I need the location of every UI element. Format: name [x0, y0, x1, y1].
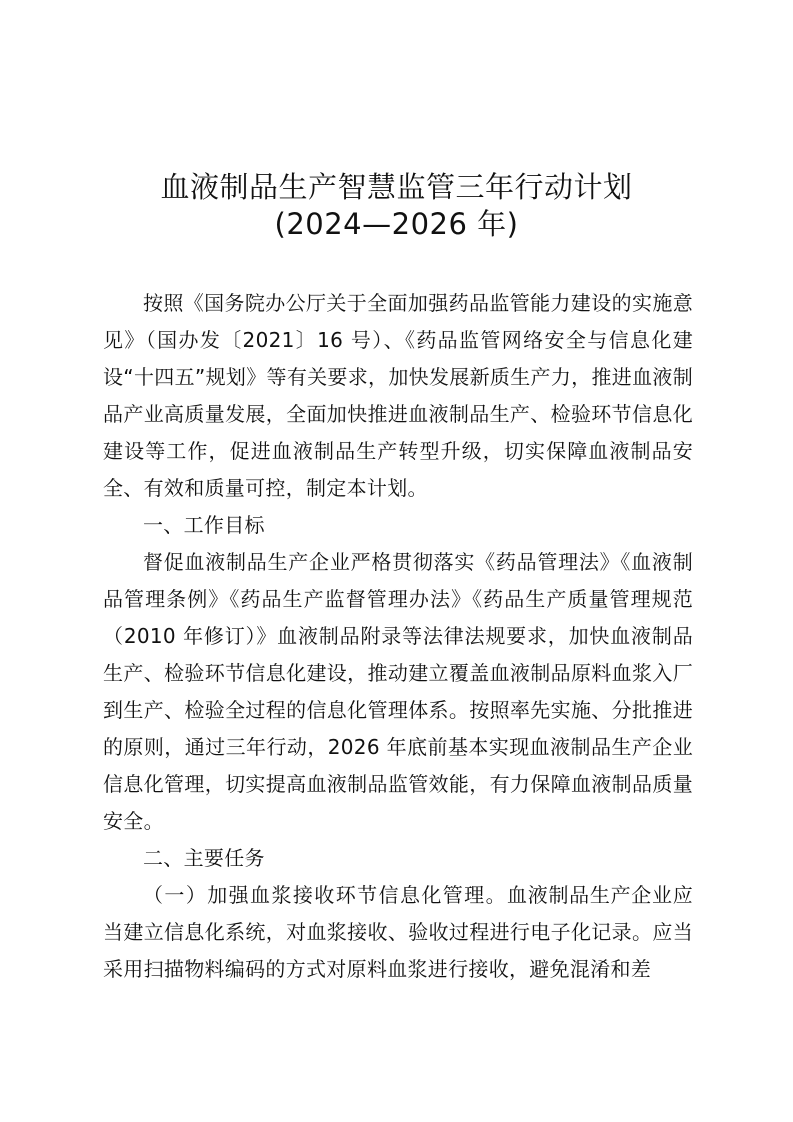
intro-paragraph: 按照《国务院办公厅关于全面加强药品监管能力建设的实施意见》（国办发〔2021〕16 号）、《药品监管网络安全与信息化建设“十四五”规划》等有关要求，加快发展新质生产力，推进血液制品产业高质量发展，全面加快推进血液制品生产、检验环节信息化建设等工作，促进血液制品生产转型升级，切实保障血液制品安全、有效和质量可控，制定本计划。	[103, 291, 693, 500]
section-heading-tasks: 二、主要任务	[143, 846, 265, 870]
document-title-years: (2024—2026 年)	[274, 207, 519, 241]
document-title: 血液制品生产智慧监管三年行动计划	[160, 170, 633, 204]
document-body	[103, 285, 693, 988]
section-heading-goals: 一、工作目标	[143, 513, 265, 537]
task-1-text: 血液制品生产企业应当建立信息化系统，对血浆接收、验收过程进行电子化记录。应当采用扫描物料编码的方式对原料血浆进行接收，避免混淆和差	[103, 883, 694, 981]
task-1-heading: （一）加强血浆接收环节信息化管理。	[143, 883, 508, 907]
goals-paragraph: 督促血液制品生产企业严格贯彻落实《药品管理法》《血液制品管理条例》《药品生产监督管理办法》《药品生产质量管理规范（2010 年修订）》血液制品附录等法律法规要求，加快血液制品生产、检验环节信息化建设，推动建立覆盖血液制品原料血浆入厂到生产、检验全过程的信息化管理体系。按照率先实施、分批推进的原则，通过三年行动，2026 年底前基本实现血液制品生产企业信息化管理，切实提高血液制品监管效能，有力保障血液制品质量安全。	[103, 550, 693, 833]
task-1-paragraph	[103, 877, 693, 988]
